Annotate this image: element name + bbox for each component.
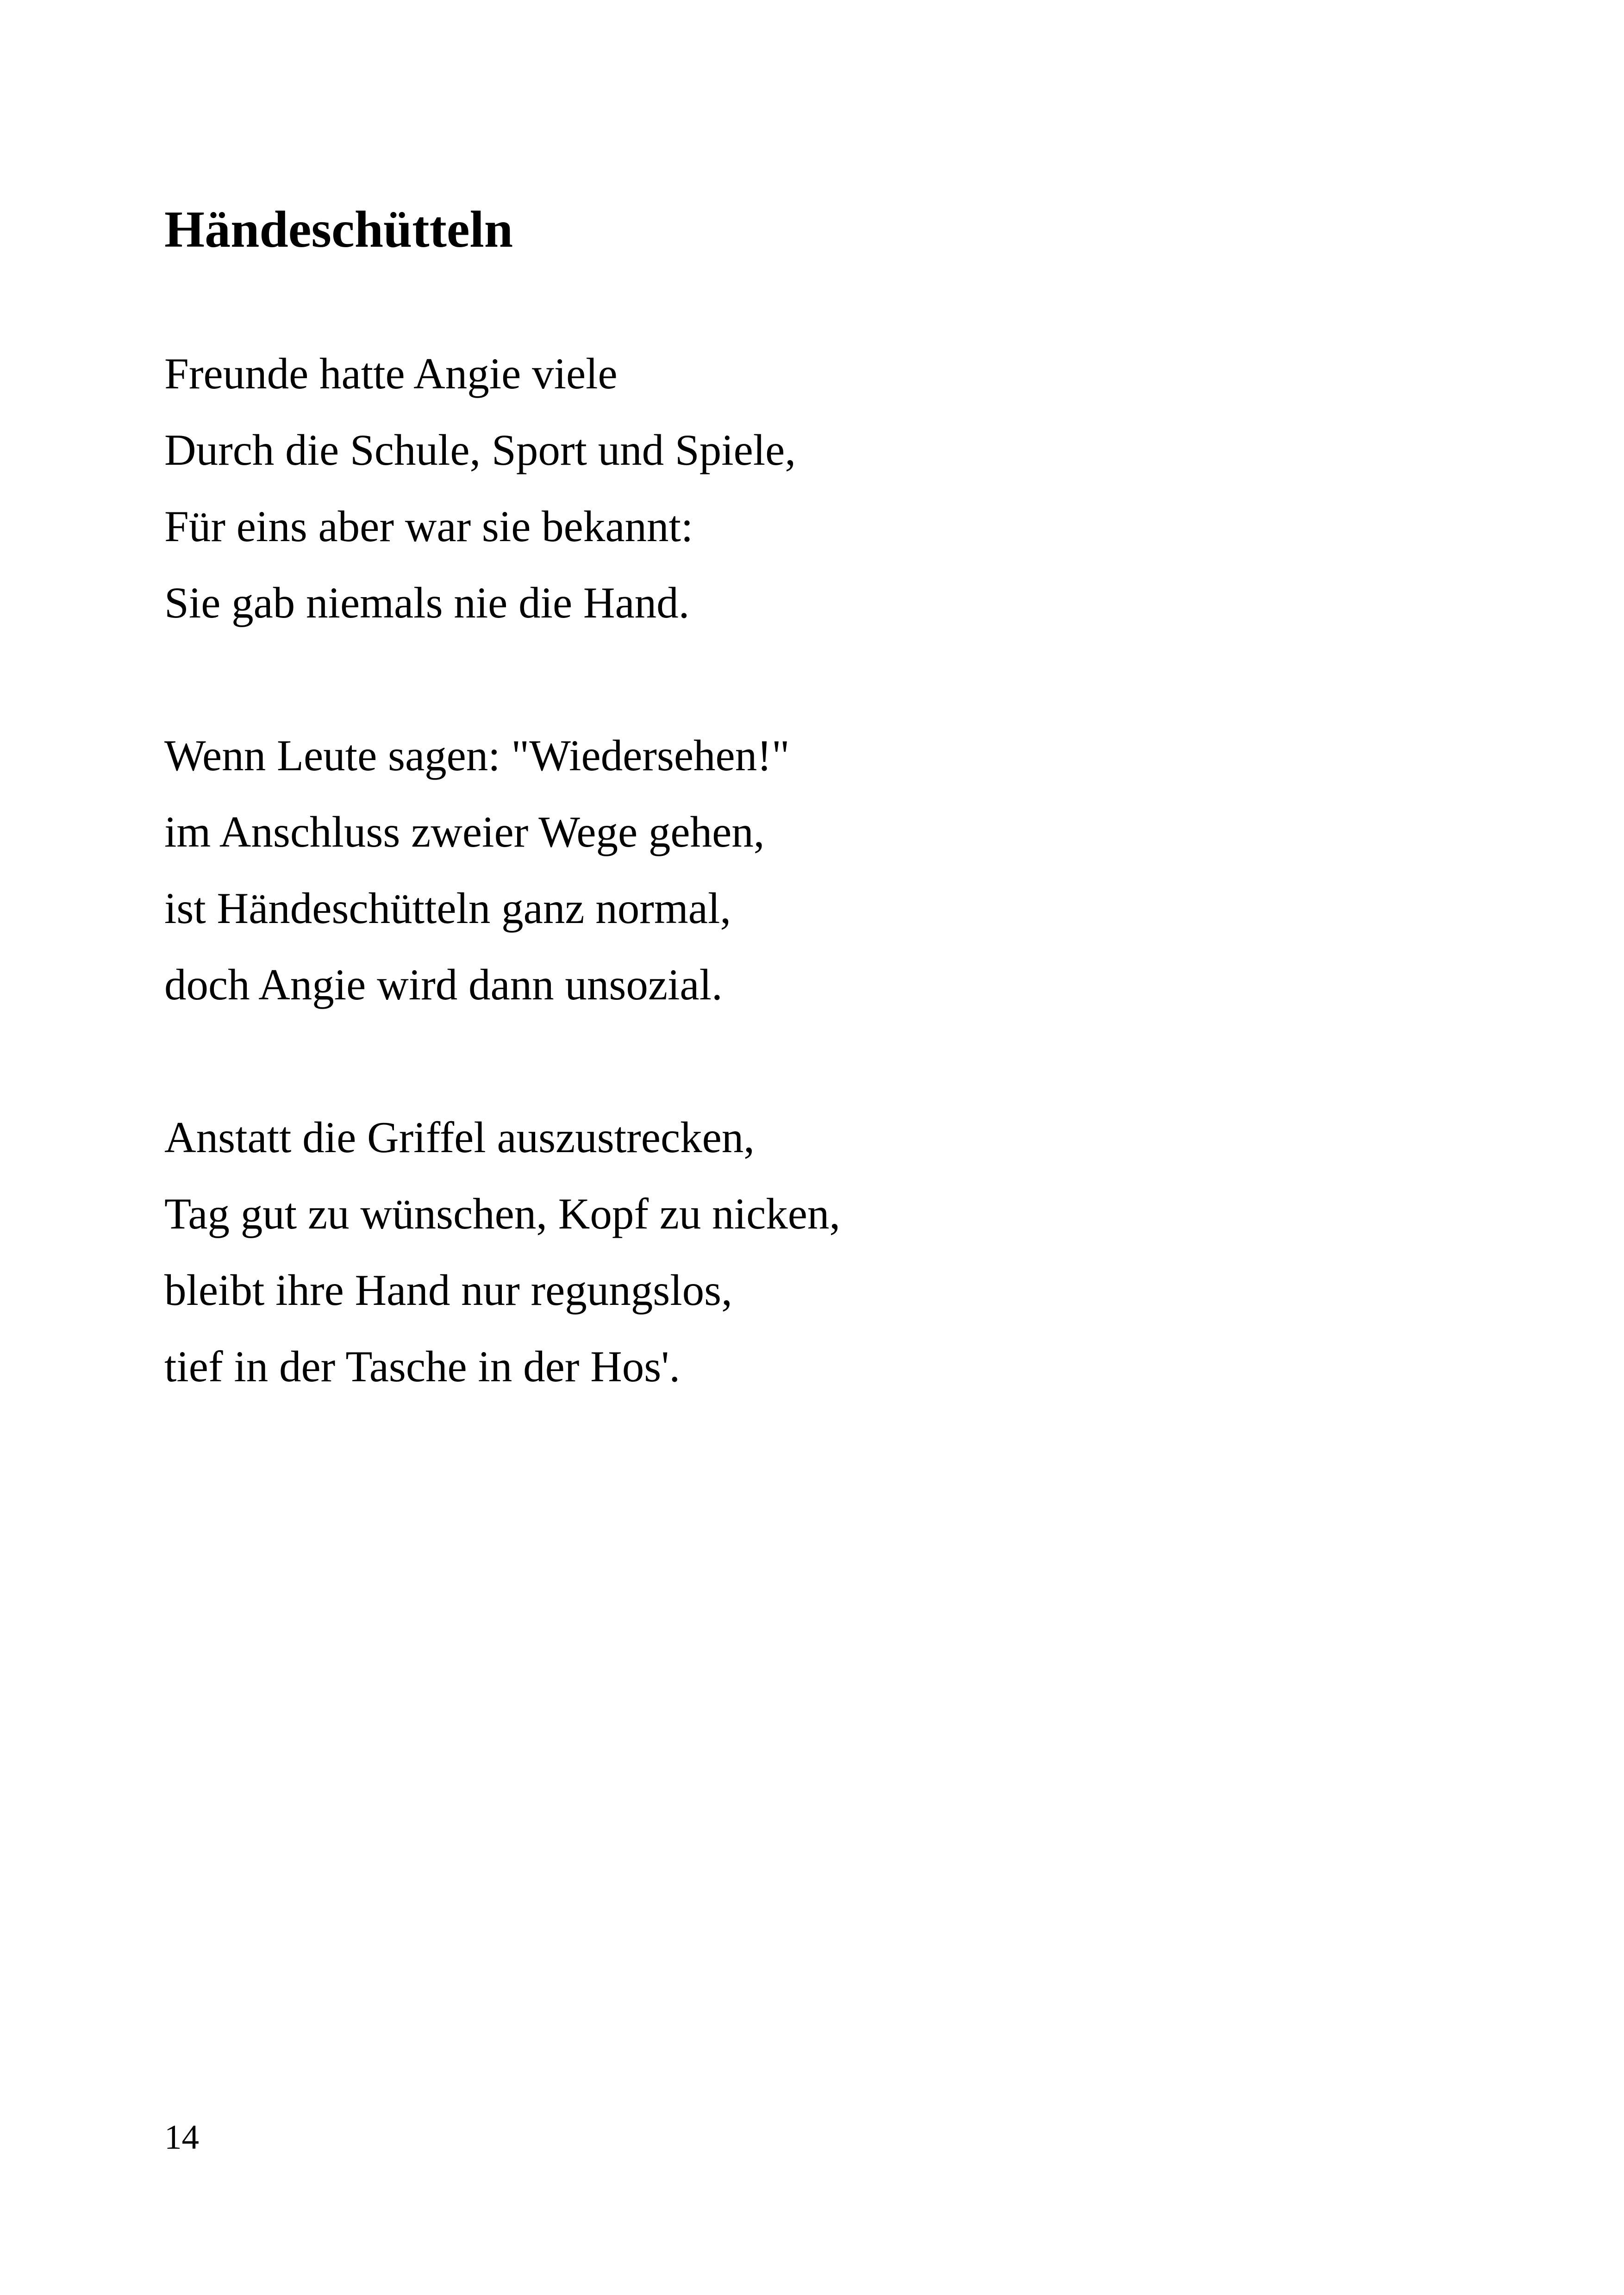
poem-line: Freunde hatte Angie viele [164, 349, 618, 398]
poem-line: Anstatt die Griffel auszustrecken, [164, 1113, 755, 1162]
page-number: 14 [164, 2118, 199, 2157]
poem-line: Für eins aber war sie bekannt: [164, 502, 693, 551]
poem-line: tief in der Tasche in der Hos'. [164, 1342, 681, 1391]
stanza [164, 336, 796, 641]
poem-line: doch Angie wird dann unsozial. [164, 960, 723, 1009]
stanza [164, 717, 790, 1023]
poem-line: bleibt ihre Hand nur regungslos, [164, 1266, 732, 1315]
poem-line: Sie gab niemals nie die Hand. [164, 578, 690, 627]
poem-title: Händeschütteln [164, 201, 513, 258]
poem-line: ist Händeschütteln ganz normal, [164, 884, 731, 933]
poem-line: Tag gut zu wünschen, Kopf zu nicken, [164, 1189, 841, 1238]
poem-line: im Anschluss zweier Wege gehen, [164, 807, 765, 856]
poem-line: Durch die Schule, Sport und Spiele, [164, 425, 796, 474]
poem-line: Wenn Leute sagen: "Wiedersehen!" [164, 731, 790, 780]
stanza [164, 1099, 840, 1405]
